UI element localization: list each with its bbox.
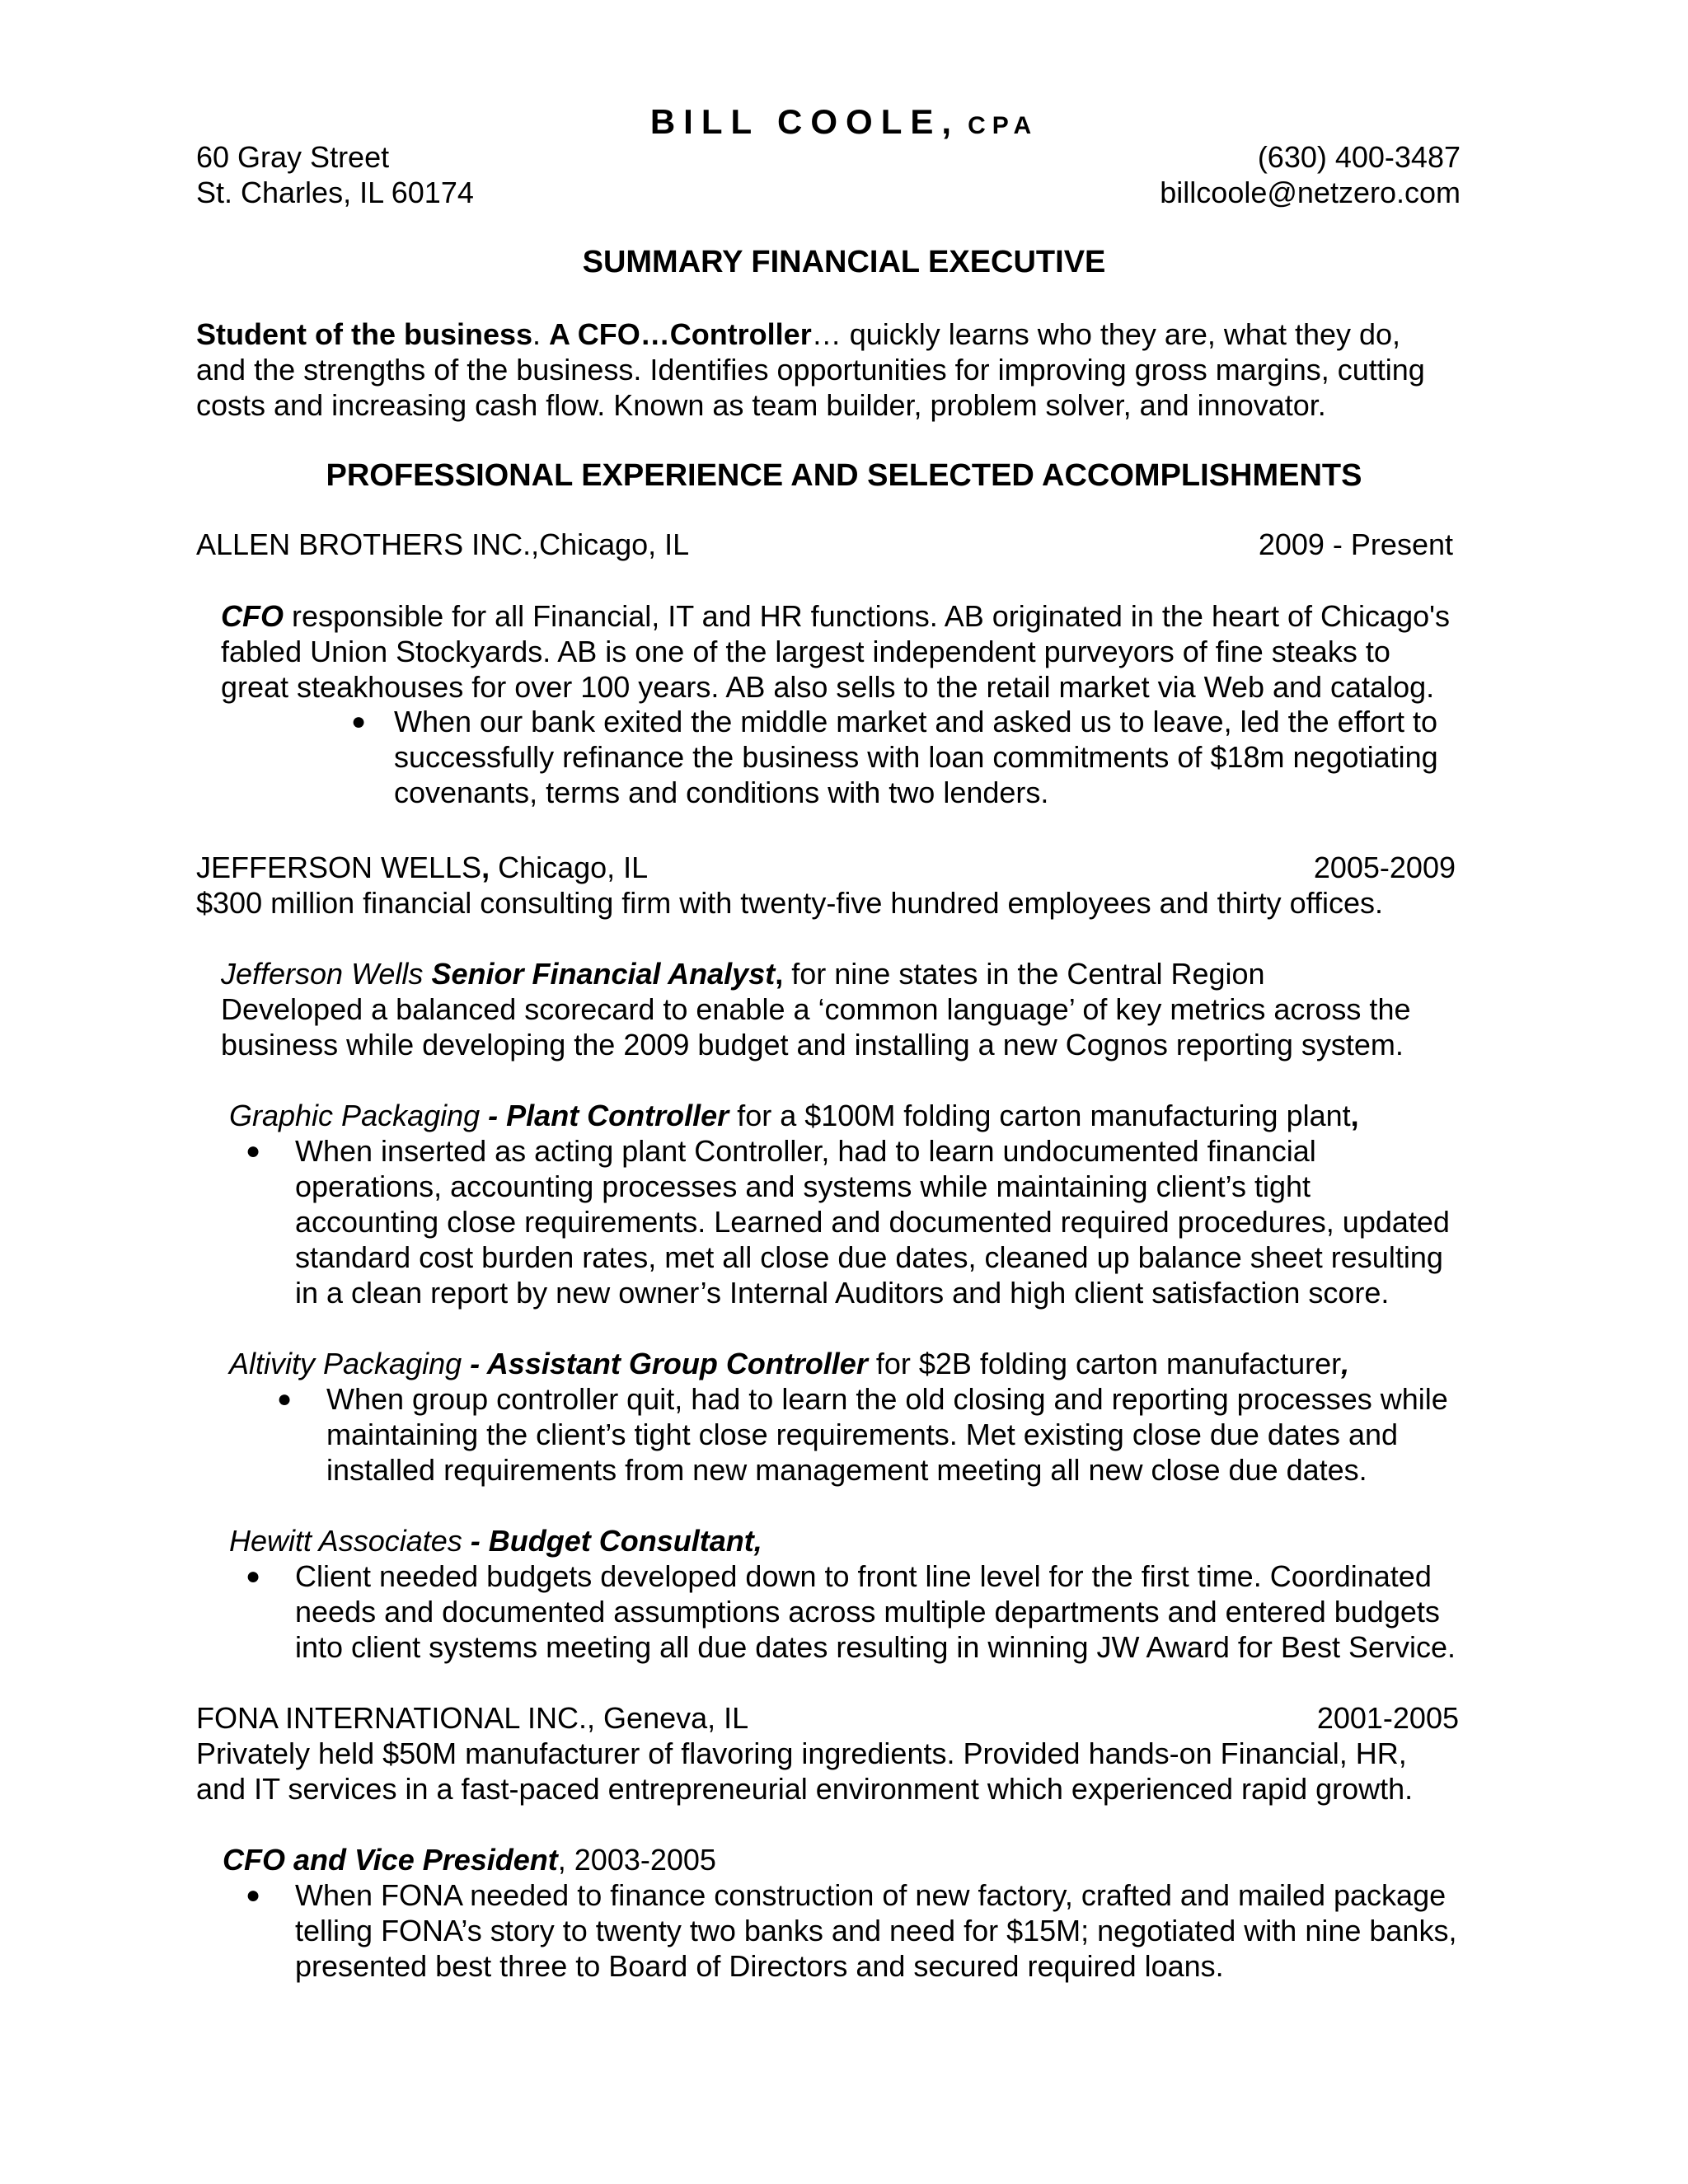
summary-line-3: costs and increasing cash flow. Known as team builder, problem solver, and innovator. xyxy=(196,388,1326,422)
allen-bullet-line-2: successfully refinance the business with loan commitments of $18m negotiating xyxy=(394,740,1438,774)
jefferson-role-line-2: Developed a balanced scorecard to enable a ‘common language’ of key metrics across the xyxy=(221,992,1411,1026)
jefferson-role-title: Senior Financial Analyst xyxy=(431,957,776,991)
graphic-client: Graphic Packaging xyxy=(229,1099,481,1132)
jefferson-dates: 2005-2009 xyxy=(1313,851,1456,884)
bullet-icon: ● xyxy=(351,708,367,735)
jefferson-company-name: JEFFERSON WELLS xyxy=(196,851,482,884)
summary-heading: SUMMARY FINANCIAL EXECUTIVE xyxy=(582,245,1106,279)
bullet-icon: ● xyxy=(246,1137,261,1165)
hewitt-bullet-line-2: needs and documented assumptions across multiple departments and entered budgets xyxy=(295,1595,1440,1629)
altivity-comma: , xyxy=(1341,1347,1350,1380)
hewitt-heading xyxy=(229,1524,762,1558)
bullet-icon: ● xyxy=(277,1385,293,1413)
summary-line-2: and the strengths of the business. Identifies opportunities for improving gross margins, cutting xyxy=(196,353,1425,387)
summary-line-1 xyxy=(196,317,1462,352)
altivity-bullet-line-2: maintaining the client’s tight close requirements. Met existing close due dates and xyxy=(326,1418,1399,1451)
fona-dates: 2001-2005 xyxy=(1316,1701,1459,1735)
jefferson-location: Chicago, IL xyxy=(490,851,649,884)
jefferson-company xyxy=(196,851,648,885)
summary-sep: . xyxy=(532,317,550,351)
jefferson-comma: , xyxy=(481,851,490,884)
allen-role: CFO xyxy=(221,599,284,633)
jefferson-role-line-1 xyxy=(221,957,1265,991)
graphic-rest: for a $100M folding carton manufacturing plant xyxy=(729,1099,1351,1132)
address-line-1: 60 Gray Street xyxy=(196,140,390,174)
graphic-bullet-line-1: When inserted as acting plant Controller, had to learn undocumented financial xyxy=(295,1134,1316,1168)
hewitt-bullet-line-3: into client systems meeting all due dates resulting in winning JW Award for Best Service. xyxy=(295,1630,1456,1664)
fona-bullet-line-2: telling FONA’s story to twenty two banks and need for $15M; negotiated with nine banks, xyxy=(295,1914,1457,1947)
graphic-bullet-line-5: in a clean report by new owner’s Internal Auditors and high client satisfaction score. xyxy=(295,1276,1390,1310)
allen-company: ALLEN BROTHERS INC.,Chicago, IL xyxy=(196,527,690,561)
graphic-title: - Plant Controller xyxy=(480,1099,729,1132)
hewitt-bullet-line-1: Client needed budgets developed down to front line level for the first time. Coordinated xyxy=(295,1559,1432,1593)
credential-text: CPA xyxy=(968,112,1039,139)
bullet-icon: ● xyxy=(246,1882,261,1909)
fona-bullet-line-1: When FONA needed to finance construction of new factory, crafted and mailed package xyxy=(295,1878,1447,1912)
phone-number: (630) 400-3487 xyxy=(1257,140,1461,174)
summary-lead-1: Student of the business xyxy=(196,317,533,351)
fona-role xyxy=(223,1843,716,1877)
fona-role-title: CFO and Vice President xyxy=(223,1843,558,1877)
experience-heading: PROFESSIONAL EXPERIENCE AND SELECTED ACCOMPLISHMENTS xyxy=(326,458,1362,493)
jefferson-role-rest: for nine states in the Central Region xyxy=(783,957,1265,991)
address-line-2: St. Charles, IL 60174 xyxy=(196,176,474,209)
graphic-bullet-line-2: operations, accounting processes and systems while maintaining client’s tight xyxy=(295,1169,1311,1203)
fona-company: FONA INTERNATIONAL INC., Geneva, IL xyxy=(196,1701,749,1735)
allen-desc-line-2: fabled Union Stockyards. AB is one of the largest independent purveyors of fine steaks to xyxy=(221,635,1390,668)
allen-desc-line-1 xyxy=(221,599,1450,634)
altivity-bullet-line-1: When group controller quit, had to learn the old closing and reporting processes while xyxy=(326,1382,1448,1416)
bullet-icon: ● xyxy=(246,1563,261,1590)
graphic-comma: , xyxy=(1350,1099,1359,1132)
altivity-title: - Assistant Group Controller xyxy=(462,1347,868,1380)
name-text: BILL COOLE, xyxy=(649,102,960,141)
jefferson-role-line-3: business while developing the 2009 budget and installing a new Cognos reporting system. xyxy=(221,1028,1404,1062)
summary-line-1-rest: … quickly learns who they are, what they do, xyxy=(811,317,1401,351)
fona-bullet-line-3: presented best three to Board of Directors and secured required loans. xyxy=(295,1949,1224,1983)
graphic-bullet-line-4: standard cost burden rates, met all close due dates, cleaned up balance sheet resulting xyxy=(295,1240,1443,1274)
fona-desc-line-2: and IT services in a fast-paced entrepreneurial environment which experienced rapid growth. xyxy=(196,1772,1414,1806)
altivity-rest: for $2B folding carton manufacturer xyxy=(867,1347,1342,1380)
graphic-heading xyxy=(229,1099,1359,1133)
hewitt-title: - Budget Consultant, xyxy=(462,1524,762,1558)
allen-bullet-line-3: covenants, terms and conditions with two lenders. xyxy=(394,776,1049,809)
graphic-bullet-line-3: accounting close requirements. Learned and documented required procedures, updated xyxy=(295,1205,1450,1239)
altivity-heading xyxy=(229,1347,1349,1381)
allen-desc-1-text: responsible for all Financial, IT and HR functions. AB originated in the heart of Chicago's xyxy=(284,599,1450,633)
allen-desc-line-3: great steakhouses for over 100 years. AB also sells to the retail market via Web and catalog. xyxy=(221,670,1435,704)
jefferson-desc: $300 million financial consulting firm with twenty-five hundred employees and thirty offices. xyxy=(196,886,1384,920)
summary-lead-2: A CFO…Controller xyxy=(549,317,812,351)
fona-desc-line-1: Privately held $50M manufacturer of flavoring ingredients. Provided hands-on Financial, HR, xyxy=(196,1736,1407,1770)
allen-dates: 2009 - Present xyxy=(1258,527,1453,561)
altivity-client: Altivity Packaging xyxy=(229,1347,462,1380)
jefferson-role-comma: , xyxy=(775,957,784,991)
hewitt-client: Hewitt Associates xyxy=(229,1524,462,1558)
allen-bullet-line-1: When our bank exited the middle market and asked us to leave, led the effort to xyxy=(394,705,1438,738)
altivity-bullet-line-3: installed requirements from new management meeting all new close due dates. xyxy=(326,1453,1367,1487)
email-address: billcoole@netzero.com xyxy=(1160,176,1461,209)
jefferson-role-prefix: Jefferson Wells xyxy=(221,957,432,991)
fona-role-rest: , 2003-2005 xyxy=(557,1843,716,1877)
